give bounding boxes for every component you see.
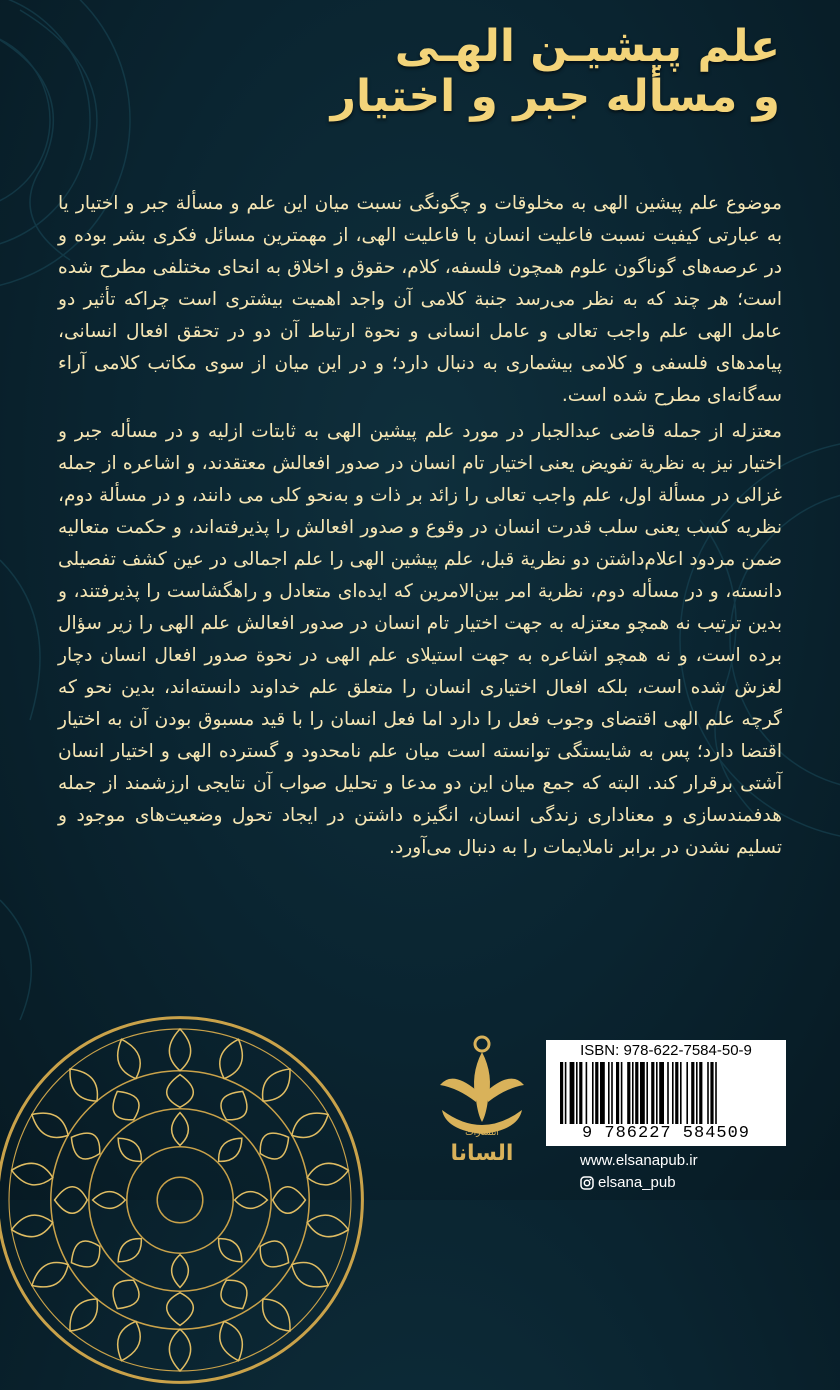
isbn-barcode [546,1040,786,1146]
barcode-bar [686,1062,688,1124]
barcode-bar [715,1062,717,1124]
barcode-bar [632,1062,634,1124]
barcode-bar [586,1062,588,1124]
barcode-bar [640,1062,645,1124]
barcode-bar [635,1062,638,1124]
barcode-bar [616,1062,619,1124]
publisher-name: السانا [450,1141,514,1166]
barcode-bar [608,1062,610,1124]
barcode-bar [592,1062,594,1124]
website-link[interactable]: www.elsanapub.ir [580,1152,698,1169]
barcode-bar [680,1062,682,1124]
barcode-bar [611,1062,613,1124]
barcode-bar [621,1062,623,1124]
publisher-contact [580,1150,800,1194]
barcode-bar [699,1062,702,1124]
title-line-1: علم پیشیـن الهـی [394,21,780,72]
barcode-bar [696,1062,698,1124]
barcode-bar [659,1062,664,1124]
instagram-handle[interactable] [580,1172,800,1194]
isbn-label: ISBN: 978-622-7584-50-9 [580,1042,752,1059]
book-title [260,22,780,122]
publisher-subtitle: انتشارات [465,1128,499,1138]
barcode-bar [651,1062,654,1124]
barcode-bar [576,1062,578,1124]
instagram-label: elsana_pub [598,1174,676,1191]
barcode-bar [667,1062,669,1124]
mandala-ornament [0,1010,430,1390]
barcode-digits: 9 786227 584509 [581,1124,751,1143]
paragraph-2: معتزله از جمله قاضی عبدالجبار در مورد علم پیشین الهی به ثابتات ازلیه و در مسأله جبر و اختیار نیز به نظریة تفویض یعنی اختیار تام انسان در صدور افعالش معتقدند، و اشاعره از جمله غزالی در مسألة اول، علم واجب تعالی را زائد بر ذات و به‌نحو کلی می دانند، و در مسألة دوم، نظریه کسب یعنی سلب قدرت انسان در وقوع و صدور افعالش را پذیرفته‌اند، و حکمت متعالیه ضمن مردود اعلام‌داشتن دو نظریة قبل، علم پیشین الهی را علم اجمالی در عین کشف تفصیلی دانسته، و در مسأله دوم، نظریة امر بین‌الامرین که ایده‌ای متعادل و راهگشاست را پذیرفتند، و بدین ترتیب نه همچو معتزله به جهت اختیار تام انسان در صدور افعالش علم الهی را زیر سؤال برده است، و نه همچو اشاعره به جهت استیلای علم الهی در نحوة صدور افعال انسان دچار لغزش شده است، بلکه افعال اختیاری انسان را متعلق علم خداوند دانسته‌اند، بدین نحو که گرچه علم الهی اقتضای وجوب فعل را دارد اما فعل انسان را با قید مسبوق بودن آن به اختیار اقتضا دارد؛ پس به شایستگی توانسته است میان علم نامحدود و گسترده الهی و اختیار انسان آشتی برقرار کند. البته که جمع میان این دو مدعا و تحلیل صواب آن نتایجی ارزشمند از جمله هدفمندسازی و معناداری زندگی انسان، انگیزه داشتن در ایجاد تحول وضعیت‌های موجود و تسلیم نشدن در برابر ناملایمات را به دنبال می‌آورد. [58,421,782,858]
paragraph-1: موضوع علم پیشین الهی به مخلوقات و چگونگی نسبت میان این علم و مسألة جبر و اختیار یا به عبارتی کیفیت نسبت فاعلیت انسان با فاعلیت الهی، از مهمترین مسائل فکری بشر بوده و در عرصه‌های گوناگون علوم همچون فلسفه، کلام، حقوق و اخلاق به انحای مختلفی مطرح شده است؛ هر چند که به نظر می‌رسد جنبة کلامی آن واجد اهمیت بیشتری است چراکه تأثیر دو عامل الهی علم واجب تعالی و عامل انسانی و نحوة ارتباط آن دو در تحقق افعال انسانی، پیامدهای فلسفی و کلامی بیشماری به دنبال دارد؛ و در این میان از سوی مکاتب کلامی آراء سه‌گانه‌ای مطرح شده است. [58,193,782,406]
barcode-bar [691,1062,694,1124]
title-line-2: و مسأله جبر و اختیار [330,71,780,122]
barcode-bar [656,1062,658,1124]
barcode-bar [707,1062,709,1124]
barcode-bar [600,1062,605,1124]
barcode-bar [627,1062,630,1124]
back-cover-text [58,188,782,868]
barcode-bar [672,1062,674,1124]
instagram-icon [580,1176,594,1190]
barcode-bar [646,1062,648,1124]
barcode-bar [579,1062,582,1124]
barcode-bar [710,1062,713,1124]
barcode-bar [560,1062,563,1124]
barcode-bar [570,1062,575,1124]
barcode-bar [595,1062,598,1124]
barcode-bar [565,1062,567,1124]
barcode-bars [560,1062,772,1124]
barcode-bar [675,1062,678,1124]
